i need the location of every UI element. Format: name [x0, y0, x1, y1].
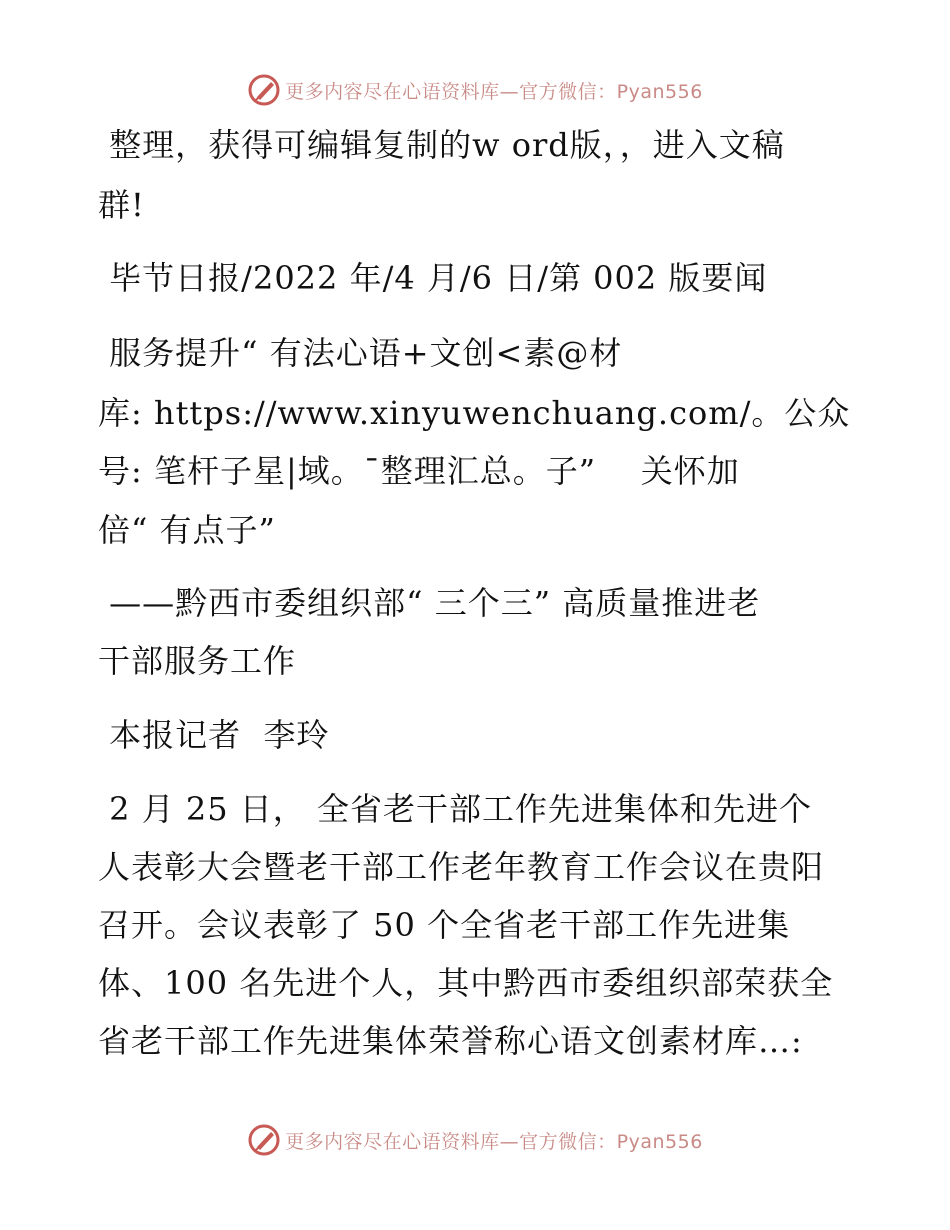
text-line: 整理，获得可编辑复制的w ord版，，进入文稿: [98, 126, 785, 164]
watermark-text: 更多内容尽在心语资料库—官方微信：Pyan556: [285, 1130, 703, 1153]
header-watermark: [0, 70, 950, 110]
text-line: 毕节日报/2022 年/4 月/6 日/第 002 版要闻: [98, 259, 768, 297]
text-line: 省老干部工作先进集体荣誉称心语文创素材库…:: [98, 1022, 803, 1060]
text-line: 倍“ 有点子”: [98, 511, 276, 549]
text-line: ——黔西市委组织部“ 三个三” 高质量推进老: [98, 584, 761, 622]
text-line: 群!: [98, 186, 145, 224]
text-line: 号: 笔杆子星|域。¯整理汇总。子” 关怀加: [98, 452, 740, 490]
text-line: 召开。会议表彰了 50 个全省老干部工作先进集: [98, 906, 791, 944]
text-line: 库: https://www.xinyuwenchuang.com/。公众: [98, 394, 851, 432]
quill-seal-icon: [247, 1123, 281, 1157]
text-line: 干部服务工作: [98, 642, 297, 680]
quill-seal-icon: [247, 73, 281, 107]
text-line: 人表彰大会暨老干部工作老年教育工作会议在贵阳: [98, 848, 825, 886]
footer-watermark: [0, 1120, 950, 1160]
text-line: 体、100 名先进个人，其中黔西市委组织部荣获全: [98, 964, 834, 1002]
watermark-text: 更多内容尽在心语资料库—官方微信：Pyan556: [285, 80, 703, 103]
text-line: 2 月 25 日， 全省老干部工作先进集体和先进个: [98, 790, 812, 828]
text-line: 本报记者 李玲: [98, 716, 330, 754]
text-line: 服务提升“ 有法心语+文创<素@材: [98, 334, 623, 372]
